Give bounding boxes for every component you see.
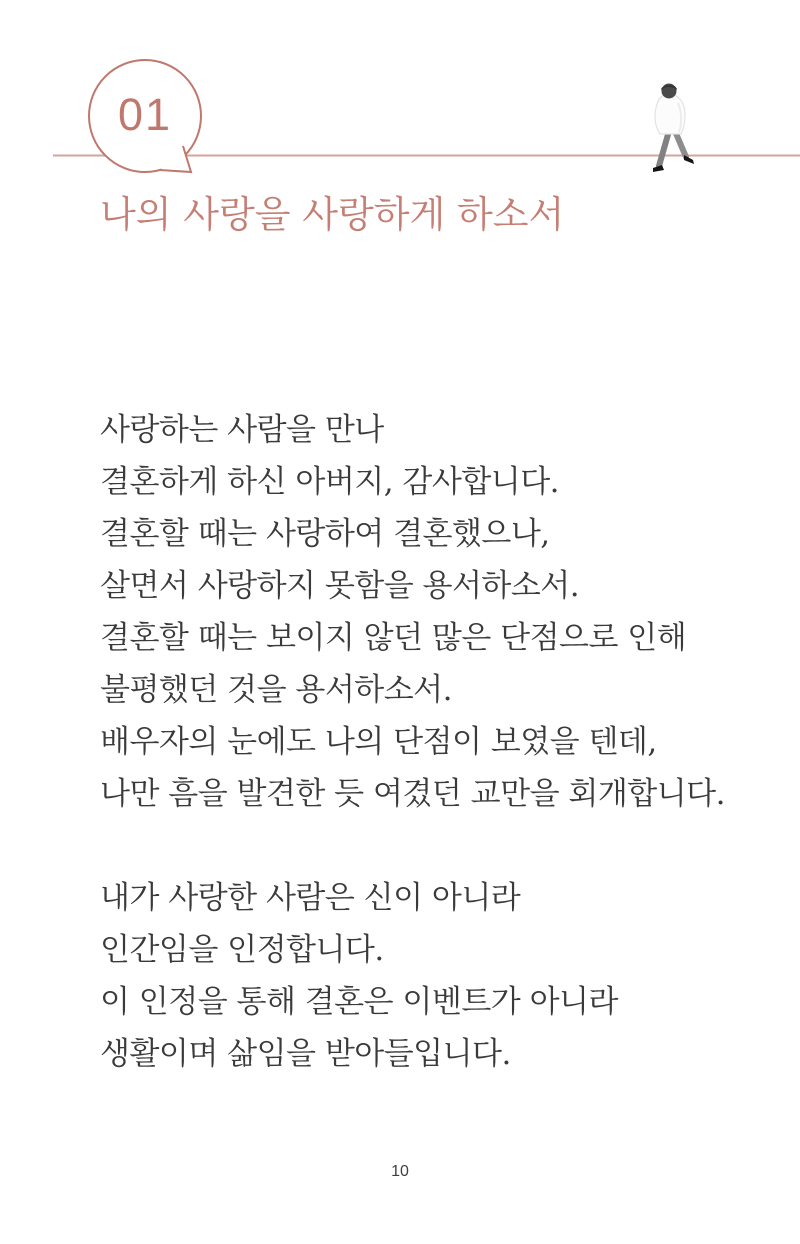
poem-line: 내가 사랑한 사람은 신이 아니라 [100, 880, 521, 916]
poem-line: 결혼하게 하신 아버지, 감사합니다. [100, 464, 560, 500]
stanza-gap [100, 820, 740, 872]
walking-person-icon [653, 84, 694, 173]
poem-line: 이 인정을 통해 결혼은 이벤트가 아니라 [100, 984, 618, 1020]
poem-line: 나만 흠을 발견한 듯 여겼던 교만을 회개합니다. [100, 776, 725, 812]
poem-stanza-2 [100, 872, 740, 1080]
chapter-title: 나의 사랑을 사랑하게 하소서 [100, 193, 565, 236]
poem-line: 생활이며 삶임을 받아들입니다. [100, 1036, 511, 1072]
poem-line: 배우자의 눈에도 나의 단점이 보였을 텐데, [100, 724, 657, 760]
poem-line: 사랑하는 사람을 만나 [100, 412, 384, 448]
chapter-number: 01 [117, 89, 173, 140]
page-number: 10 [391, 1163, 409, 1180]
poem-body [100, 404, 740, 1080]
poem-stanza-1 [100, 404, 740, 820]
poem-line: 불평했던 것을 용서하소서. [100, 672, 452, 708]
poem-line: 살면서 사랑하지 못함을 용서하소서. [100, 568, 580, 604]
person-back-leg [659, 131, 669, 166]
poem-line: 인간임을 인정합니다. [100, 932, 384, 968]
poem-line: 결혼할 때는 보이지 않던 많은 단점으로 인해 [100, 620, 687, 656]
person-front-leg [675, 131, 686, 157]
poem-line: 결혼할 때는 사랑하여 결혼했으나, [100, 516, 550, 552]
